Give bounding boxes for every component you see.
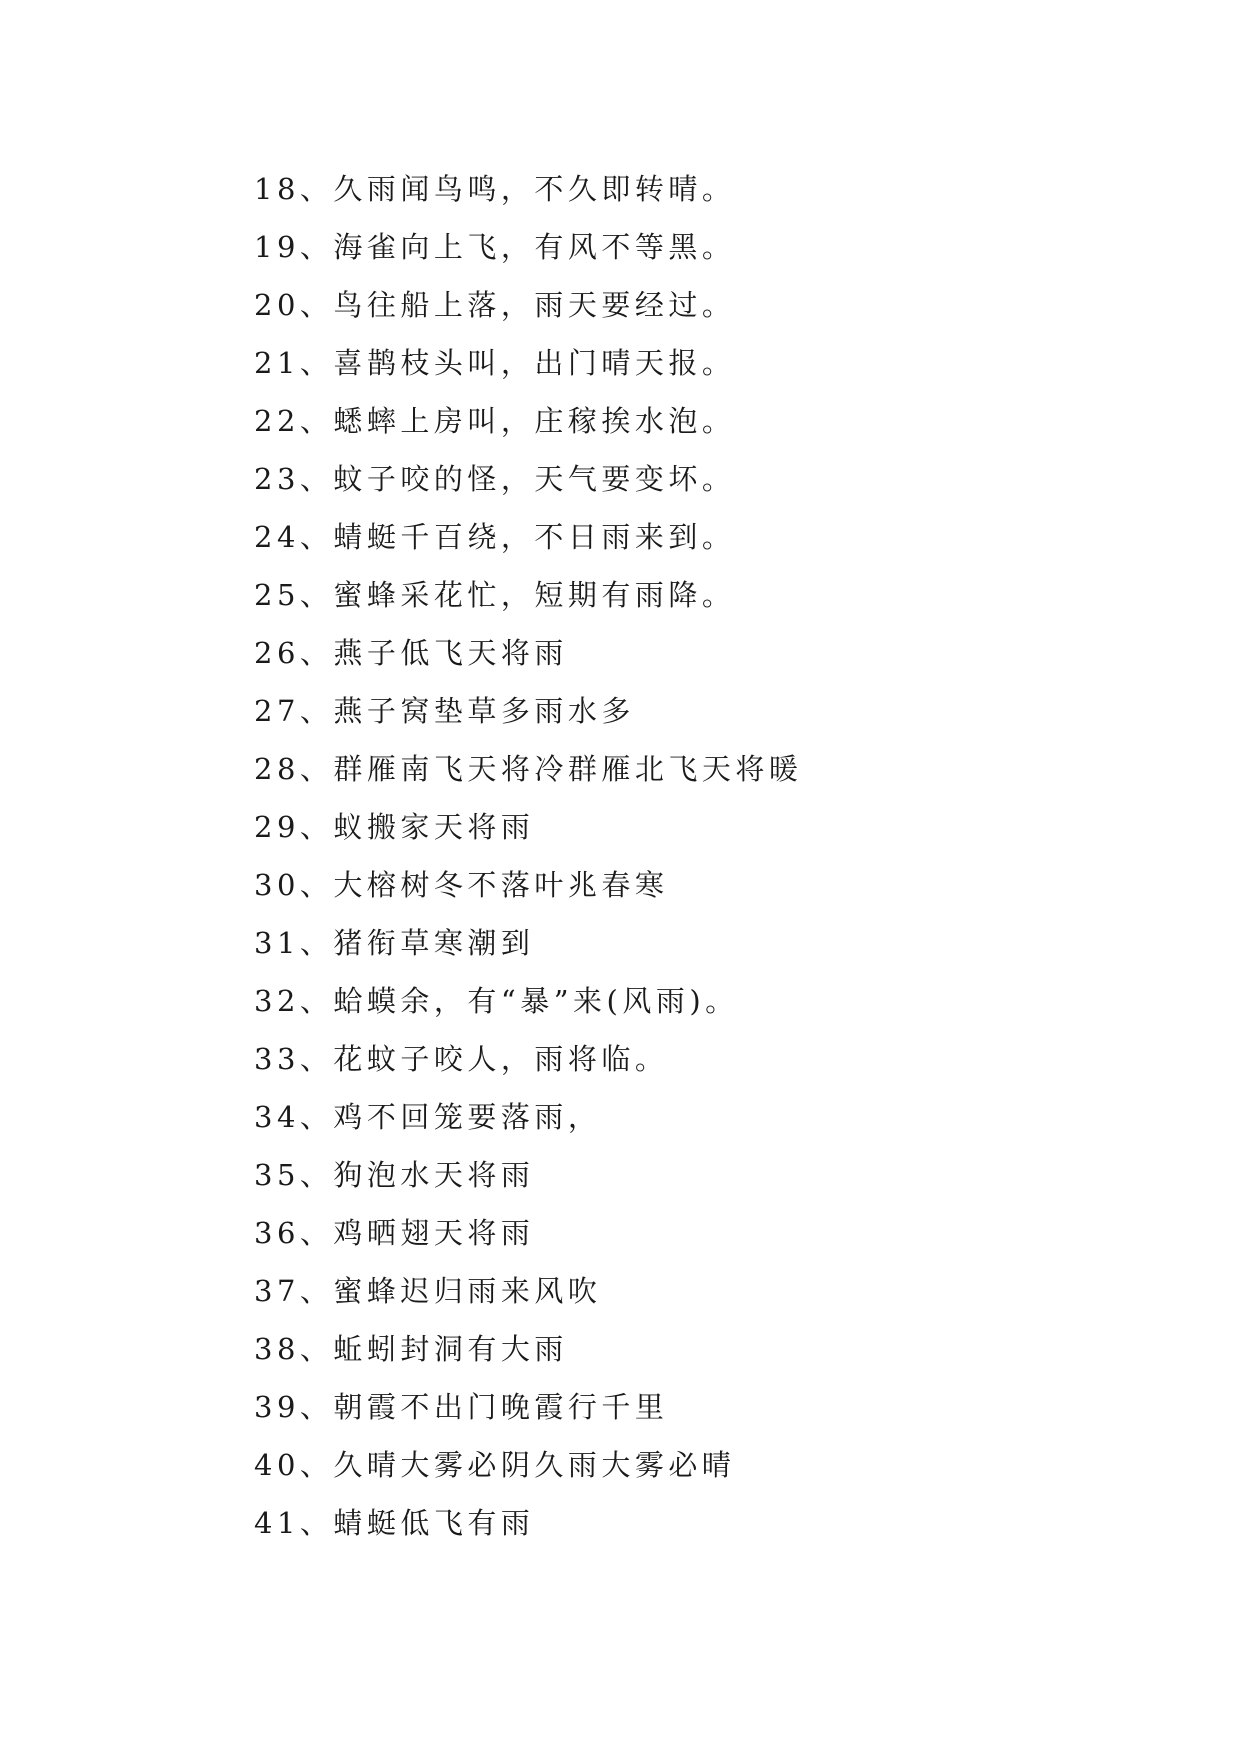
list-item: 24、蜻蜓千百绕，不日雨来到。: [254, 520, 736, 554]
proverb-list: [254, 160, 802, 1552]
list-item: 38、蚯蚓封洞有大雨: [254, 1332, 568, 1366]
list-item: 27、燕子窝垫草多雨水多: [254, 694, 635, 728]
list-item: 28、群雁南飞天将冷群雁北飞天将暖: [254, 752, 803, 786]
list-item: 31、猪衔草寒潮到: [254, 926, 535, 960]
list-item: 19、海雀向上飞，有风不等黑。: [254, 230, 736, 264]
list-item: 34、鸡不回笼要落雨，: [254, 1100, 602, 1134]
list-item: 33、花蚊子咬人，雨将临。: [254, 1042, 669, 1076]
list-item: 32、蛤蟆余，有“暴”来(风雨)。: [254, 984, 739, 1018]
list-item: 18、久雨闻鸟鸣，不久即转晴。: [254, 172, 736, 206]
list-item: 35、狗泡水天将雨: [254, 1158, 535, 1192]
list-item: 30、大榕树冬不落叶兆春寒: [254, 868, 669, 902]
list-item: 29、蚁搬家天将雨: [254, 810, 535, 844]
list-item: 25、蜜蜂采花忙，短期有雨降。: [254, 578, 736, 612]
list-item: 39、朝霞不出门晚霞行千里: [254, 1390, 669, 1424]
list-item: 22、蟋蟀上房叫，庄稼挨水泡。: [254, 404, 736, 438]
list-item: 21、喜鹊枝头叫，出门晴天报。: [254, 346, 736, 380]
list-item: 23、蚊子咬的怪，天气要变坏。: [254, 462, 736, 496]
list-item: 37、蜜蜂迟归雨来风吹: [254, 1274, 602, 1308]
list-item: 36、鸡晒翅天将雨: [254, 1216, 535, 1250]
list-item: 40、久晴大雾必阴久雨大雾必晴: [254, 1448, 736, 1482]
list-item: 41、蜻蜓低飞有雨: [254, 1506, 535, 1540]
list-item: 26、燕子低飞天将雨: [254, 636, 568, 670]
list-item: 20、鸟往船上落，雨天要经过。: [254, 288, 736, 322]
